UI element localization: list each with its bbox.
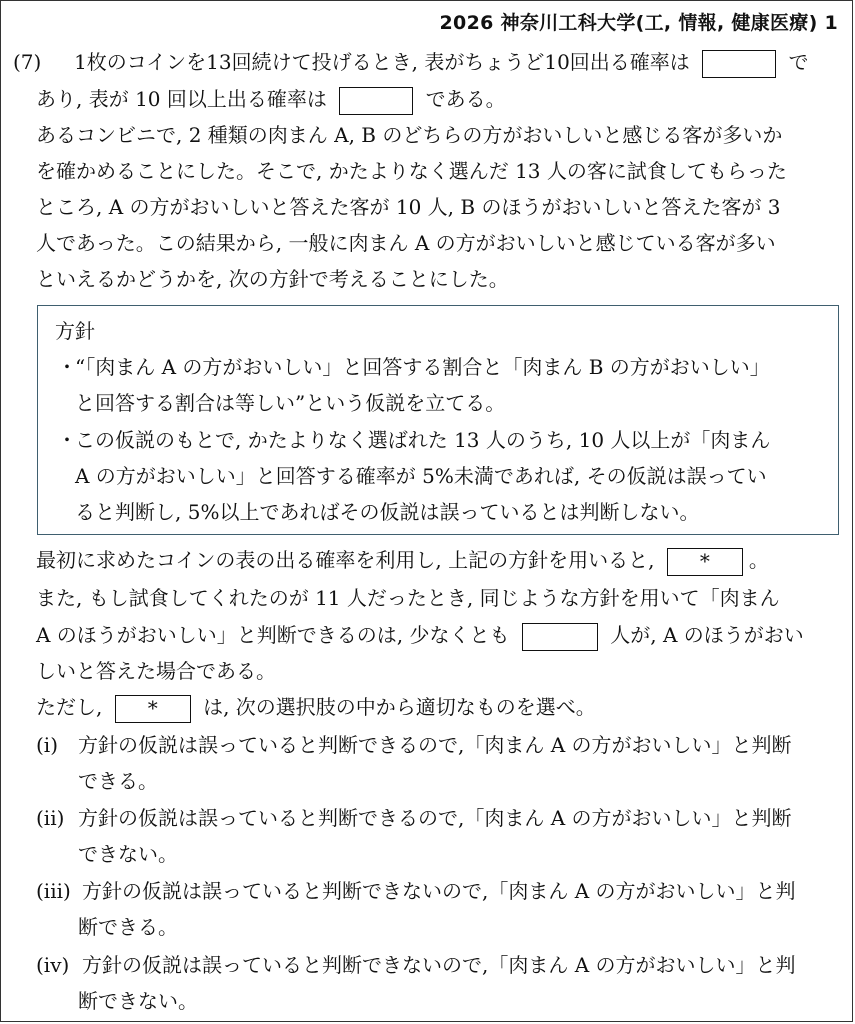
choice-ii[interactable] [36,804,792,832]
answer-box-min-people[interactable] [522,623,598,651]
policy-title: 方針 [55,319,95,343]
choice-ii-cont: できない。 [78,842,178,866]
choice-label: (iii) [36,879,71,903]
problem-text: である。 [425,87,506,111]
choice-text: 方針の仮説は誤っていると判断できるので,「肉まん A の方がおいしい」と判断 [78,806,792,830]
policy-bullet-2-cont: A の方がおいしい」と回答する確率が 5%未満であれば, その仮説は誤ってい [75,464,767,488]
choice-iv-cont: 断できない。 [78,989,198,1013]
choice-text: 方針の仮説は誤っていると判断できないので,「肉まん A の方がおいしい」と判 [82,879,796,903]
answer-box-10-or-more[interactable] [339,87,413,115]
paragraph-line: あるコンビニで, 2 種類の肉まん A, B のどちらの方がおいしいと感じる客が多いか [36,123,783,147]
after-line-4: しいと答えた場合である。 [36,659,276,683]
problem-text: で [788,50,809,74]
problem-line-1 [13,48,809,76]
answer-box-exact-10[interactable] [702,50,776,78]
choice-label: (ii) [36,806,65,830]
star-reference-box: * [115,695,191,723]
bullet-mark: ・ [57,428,77,452]
paragraph-line: 人であった。この結果から, 一般に肉まん A の方がおいしいと感じている客が多い [36,231,776,255]
policy-text: “「肉まん A の方がおいしい」と回答する割合と「肉まん B の方がおいしい」 [75,355,770,379]
problem-line-2 [36,85,506,113]
after-line-5 [36,693,596,721]
exam-header: 2026 神奈川工科大学(工, 情報, 健康医療) 1 [439,12,838,34]
after-line-2: また, もし試食してくれたのが 11 人だったとき, 同じような方針を用いて「肉まん [36,586,780,610]
policy-bullet-1 [57,353,770,381]
bullet-mark: ・ [57,355,77,379]
choice-label: (iv) [36,953,70,977]
choice-text: 方針の仮説は誤っていると判断できるので,「肉まん A の方がおいしい」と判断 [78,733,792,757]
policy-bullet-2 [57,426,770,454]
choice-i[interactable] [36,731,792,759]
after-text: 人が, A のほうがおい [610,623,804,647]
policy-text: この仮説のもとで, かたよりなく選ばれた 13 人のうち, 10 人以上が「肉まん [75,428,771,452]
policy-bullet-1-cont: と回答する割合は等しい”という仮説を立てる。 [75,391,506,415]
choice-i-cont: できる。 [78,769,158,793]
paragraph-line: ところ, A の方がおいしいと答えた客が 10 人, B のほうがおいしいと答えた客が 3 [36,195,781,219]
problem-text: あり, 表が 10 回以上出る確率は [36,87,327,111]
problem-number: (7) [13,50,42,74]
after-text: ただし, [36,695,103,719]
after-text: は, 次の選択肢の中から適切なものを選べ。 [203,695,596,719]
choice-iv[interactable] [36,951,796,979]
choice-label: (i) [36,733,59,757]
answer-box-star[interactable]: * [667,548,743,576]
choice-text: 方針の仮説は誤っていると判断できないので,「肉まん A の方がおいしい」と判 [82,953,796,977]
paragraph-line: を確かめることにした。そこで, かたよりなく選んだ 13 人の客に試食してもらった [36,159,787,183]
choice-iii[interactable] [36,877,796,905]
after-text: 最初に求めたコインの表の出る確率を利用し, 上記の方針を用いると, [36,548,655,572]
after-line-1 [36,546,769,574]
policy-bullet-2-cont: ると判断し, 5%以上であればその仮説は誤っているとは判断しない。 [75,500,700,524]
paragraph-line: といえるかどうかを, 次の方針で考えることにした。 [36,267,509,291]
choice-iii-cont: 断できる。 [78,915,178,939]
after-text: A のほうがおいしい」と判断できるのは, 少なくとも [36,623,510,647]
problem-text: 1枚のコインを13回続けて投げるとき, 表がちょうど10回出る確率は [74,50,690,74]
after-text: 。 [748,548,769,572]
after-line-3 [36,621,804,649]
